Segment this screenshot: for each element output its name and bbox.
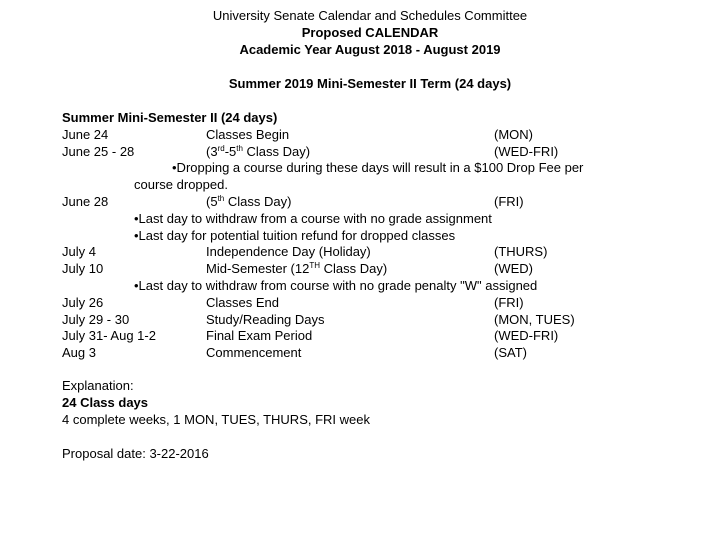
schedule-section (62, 110, 702, 362)
event-name-part: Class Day) (224, 193, 292, 209)
event-name (206, 261, 387, 278)
event-date: June 25 - 28 (62, 143, 135, 159)
proposed-calendar-title: Proposed CALENDAR (301, 25, 439, 40)
event-day: (THURS) (494, 244, 548, 260)
event-date: July 29 - 30 (62, 311, 130, 327)
schedule-row (62, 244, 702, 261)
event-name-part: Mid-Semester (12 (206, 261, 310, 277)
event-day: (WED) (494, 261, 533, 277)
schedule-row (62, 312, 702, 329)
event-date: June 24 (62, 126, 109, 142)
event-name (206, 144, 310, 161)
event-name-part: (5 (206, 193, 218, 209)
event-name-part: -5 (224, 143, 237, 159)
event-name: Commencement (206, 345, 302, 361)
event-day: (FRI) (494, 294, 524, 310)
withdraw-note: •Last day to withdraw from a course with no grade assignment (134, 210, 492, 226)
event-name: Classes Begin (206, 126, 290, 142)
schedule-row (62, 261, 702, 278)
event-name: Independence Day (Holiday) (206, 244, 371, 260)
academic-year-title: Academic Year August 2018 - August 2019 (239, 42, 501, 57)
event-name-part: Class Day) (242, 143, 311, 159)
event-day: (MON) (494, 126, 533, 142)
class-days-total: 24 Class days (62, 394, 149, 410)
event-day: (MON, TUES) (494, 311, 575, 327)
explanation-detail: 4 complete weeks, 1 MON, TUES, THURS, FRI week (62, 411, 370, 427)
ordinal-suffix: th (217, 193, 225, 203)
event-name: Study/Reading Days (206, 311, 325, 327)
event-date: Aug 3 (62, 345, 96, 361)
schedule-row (62, 144, 702, 161)
event-day: (SAT) (494, 345, 527, 361)
event-day: (FRI) (494, 193, 524, 209)
schedule-row (62, 328, 702, 345)
event-date: June 28 (62, 193, 109, 209)
event-date: July 4 (62, 244, 96, 260)
schedule-row (62, 295, 702, 312)
grade-penalty-note: •Last day to withdraw from course with no grade penalty "W" assigned (134, 277, 538, 293)
event-name-part: Class Day) (319, 261, 388, 277)
schedule-row (62, 345, 702, 362)
event-name: Classes End (206, 294, 279, 310)
event-name (206, 194, 291, 211)
refund-note: •Last day for potential tuition refund for dropped classes (134, 227, 456, 243)
event-date: July 10 (62, 261, 104, 277)
explanation-label: Explanation: (62, 378, 134, 393)
committee-name: University Senate Calendar and Schedules Committee (212, 8, 528, 23)
term-title: Summer 2019 Mini-Semester II Term (24 days) (228, 76, 512, 91)
drop-fee-note: •Dropping a course during these days will result in a $100 Drop Fee per (172, 160, 584, 176)
event-day: (WED-FRI) (494, 143, 559, 159)
event-date: July 26 (62, 294, 104, 310)
ordinal-suffix: rd (217, 143, 225, 153)
drop-fee-note-continued: course dropped. (134, 177, 228, 193)
ordinal-suffix: TH (309, 261, 320, 271)
event-date: July 31- Aug 1-2 (62, 328, 156, 344)
proposal-date: Proposal date: 3-22-2016 (62, 446, 209, 461)
event-name: Final Exam Period (206, 328, 313, 344)
section-title: Summer Mini-Semester II (24 days) (62, 110, 278, 125)
schedule-row (62, 194, 702, 211)
ordinal-suffix: th (236, 143, 243, 153)
event-name-part: (3 (206, 143, 218, 159)
schedule-row (62, 127, 702, 144)
event-day: (WED-FRI) (494, 328, 559, 344)
document-header (0, 8, 720, 59)
explanation-section (62, 378, 370, 428)
